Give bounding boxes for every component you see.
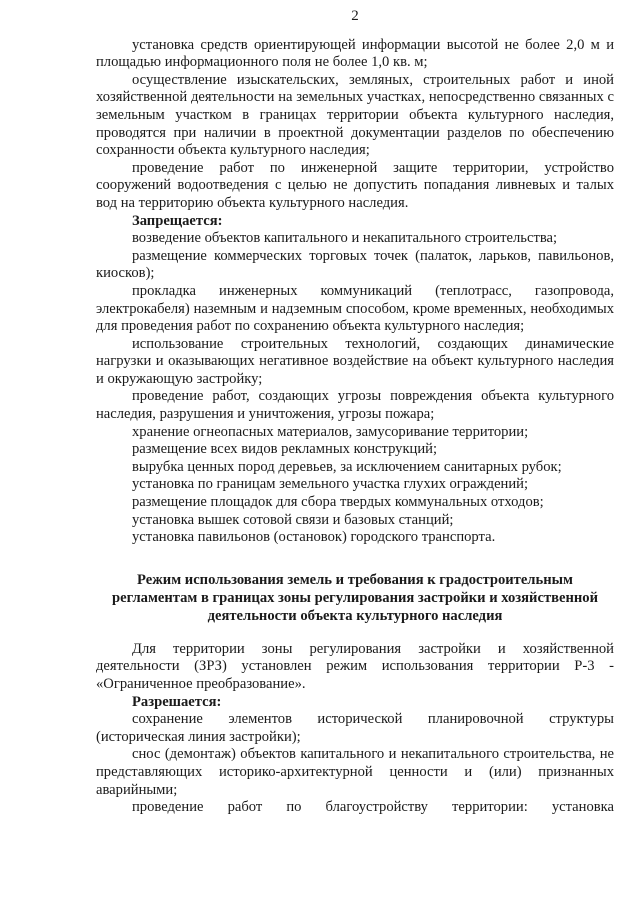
prohibited-item: проведение работ, создающих угрозы повреждения объекта культурного наследия, разрушения и уничтожения, угрозы пожара; [96,388,614,423]
allowed-item: проведение работ по благоустройству территории: установка [132,799,614,816]
prohibited-item: вырубка ценных пород деревьев, за исключением санитарных рубок; [132,458,562,475]
prohibited-item: хранение огнеопасных материалов, замусоривание территории; [132,423,529,440]
prohibited-label: Запрещается: [132,212,223,229]
paragraph-zone-regime: Для территории зоны регулирования застройки и хозяйственной деятельности (ЗРЗ) установлен режим использования территории Р-3 - «Ограниченное преобразование». [96,640,614,692]
paragraph-engineering-protection: проведение работ по инженерной защите территории, устройство сооружений водоотведения с целью не допустить попадания ливневых и талых вод на территорию объекта культурного наследия. [96,159,614,211]
prohibited-item: установка вышек сотовой связи и базовых станций; [132,511,454,528]
prohibited-item: возведение объектов капитального и некапитального строительства; [132,230,558,247]
page-number: 2 [351,8,359,24]
allowed-item: снос (демонтаж) объектов капитального и некапитального строительства, не представляющих историко-архитектурной ценности и (или) признанных аварийными; [96,746,614,798]
section-title: Режим использования земель и требования к градостроительным регламентам в границах зоны регулирования застройки и хозяйственной деятельности объекта культурного наследия [112,571,598,624]
prohibited-item: использование строительных технологий, создающих динамические нагрузки и оказывающих негативное воздействие на объект культурного наследия и окружающую застройку; [96,335,614,387]
prohibited-item: установка по границам земельного участка глухих ограждений; [132,476,529,493]
prohibited-item: установка павильонов (остановок) городского транспорта. [132,529,496,546]
allowed-item: сохранение элементов исторической планировочной структуры (историческая линия застройки); [96,711,614,745]
prohibited-item: размещение всех видов рекламных конструкций; [132,441,438,458]
paragraph-info-signs: установка средств ориентирующей информации высотой не более 2,0 м и площадью информационного поля не более 1,0 кв. м; [96,36,614,71]
prohibited-item: размещение коммерческих торговых точек (палаток, ларьков, павильонов, киосков); [96,247,614,282]
paragraph-survey-works: осуществление изыскательских, земляных, строительных работ и иной хозяйственной деятельности на земельных участках, непосредственно связанных с земельным участком в границах территории объекта культурного наследия, проводятся при наличии в проектной документации разделов по обеспечению сохранности объекта культурного наследия; [96,71,614,159]
prohibited-item: прокладка инженерных коммуникаций (теплотрасс, газопровода, электрокабеля) наземным и надземным способом, кроме временных, необходимых для проведения работ по сохранению объекта культурного наследия; [96,282,614,335]
prohibited-item: размещение площадок для сбора твердых коммунальных отходов; [132,494,544,511]
allowed-label: Разрешается: [132,693,222,710]
